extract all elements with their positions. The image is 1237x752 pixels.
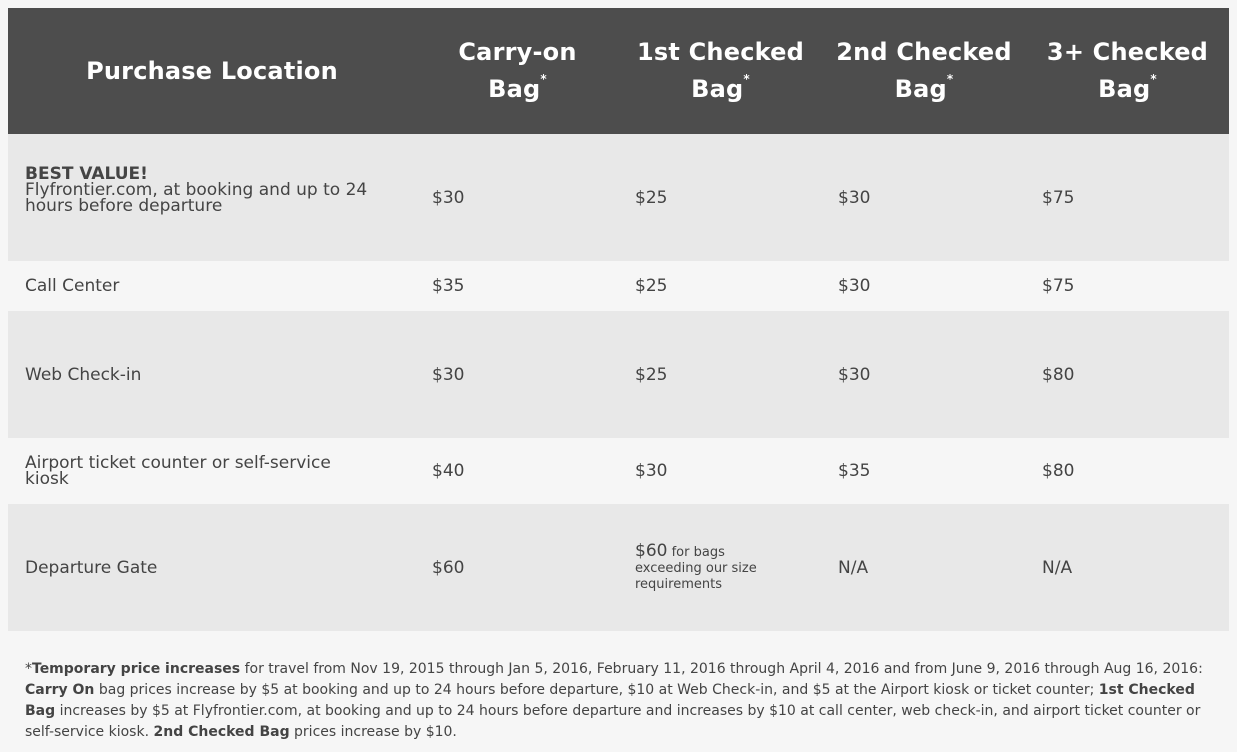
table-row [8, 134, 1229, 261]
header-first-checked [619, 34, 822, 108]
carry-on-price: $40 [432, 461, 465, 481]
table-row [8, 311, 1229, 438]
header-label-line2: Bag [488, 75, 541, 103]
first-checked-price: $25 [635, 364, 668, 385]
header-label-line2: Bag [894, 75, 947, 103]
asterisk-marker: * [946, 72, 954, 86]
footnote-asterisk: * [25, 661, 32, 677]
first-checked-price-value: $60 [635, 540, 668, 561]
second-checked-price: $30 [838, 364, 871, 385]
asterisk-marker: * [540, 72, 547, 86]
first-checked-price [619, 540, 822, 593]
header-label-line1: Carry-on [458, 38, 577, 66]
header-label-line2: Bag [1098, 75, 1151, 103]
header-third-plus-checked [1026, 34, 1229, 108]
footnote-emphasis: Temporary price increases [32, 661, 241, 677]
asterisk-marker: * [1150, 72, 1157, 86]
purchase-location-cell: Airport ticket counter or self-service kiosk [25, 453, 331, 489]
second-checked-price: $30 [838, 187, 871, 208]
footnote-text: bag prices increase by $5 at booking and up to 24 hours before departure, $10 at Web Check-in, and $5 at the Airport kiosk or ticket counter; [94, 682, 1099, 698]
footnote-text: increases by $5 at Flyfrontier.com, at booking and up to 24 hours before departure and increases by $10 at call center, web check-in, and airport ticket counter or self-service kiosk. [25, 703, 1201, 740]
second-checked-price: $35 [838, 461, 871, 481]
footnote-emphasis: Carry On [25, 682, 95, 698]
carry-on-price: $30 [432, 364, 465, 385]
table-row [8, 261, 1229, 311]
purchase-location-cell: Call Center [25, 276, 120, 296]
table-header [8, 8, 1229, 134]
first-checked-price-note: for bags exceeding our size requirements [635, 544, 757, 592]
carry-on-price: $30 [432, 187, 465, 208]
carry-on-price: $35 [432, 276, 465, 296]
footnote-text: for travel from Nov 19, 2015 through Jan 5, 2016, February 11, 2016 through April 4, 2016 and from June 9, 2016 through Aug 16, 2016: [240, 661, 1203, 677]
first-checked-price: $25 [635, 276, 668, 296]
footnote-emphasis: 1st Checked Bag [25, 682, 1195, 719]
third-plus-checked-price: $75 [1042, 276, 1075, 296]
first-checked-price: $30 [635, 461, 668, 481]
baggage-fee-table [8, 8, 1229, 631]
footnote-text: prices increase by $10. [289, 724, 457, 740]
header-label: Purchase Location [86, 56, 338, 85]
best-value-badge: BEST VALUE! [25, 163, 148, 184]
second-checked-price: $30 [838, 276, 871, 296]
footnote-emphasis: 2nd Checked Bag [153, 724, 290, 740]
header-label-line1: 2nd Checked [836, 38, 1012, 66]
table-row [8, 504, 1229, 631]
header-label-line2: Bag [691, 75, 744, 103]
asterisk-marker: * [743, 72, 750, 86]
purchase-location-cell [8, 163, 416, 230]
third-plus-checked-price: $80 [1042, 364, 1075, 385]
purchase-location-cell: Departure Gate [25, 557, 158, 578]
third-plus-checked-price: N/A [1042, 557, 1073, 578]
footnote [25, 659, 1215, 743]
third-plus-checked-price: $75 [1042, 187, 1075, 208]
location-label: Flyfrontier.com, at booking and up to 24 hours before departure [25, 179, 368, 216]
carry-on-price: $60 [432, 557, 465, 578]
third-plus-checked-price: $80 [1042, 461, 1075, 481]
header-purchase-location [8, 53, 416, 90]
header-carry-on [416, 34, 619, 108]
second-checked-price: N/A [838, 557, 869, 578]
purchase-location-cell: Web Check-in [25, 364, 142, 385]
first-checked-price: $25 [635, 187, 668, 208]
header-second-checked [822, 34, 1026, 108]
header-label-line1: 3+ Checked [1046, 38, 1209, 66]
table-row [8, 438, 1229, 504]
header-label-line1: 1st Checked [637, 38, 804, 66]
